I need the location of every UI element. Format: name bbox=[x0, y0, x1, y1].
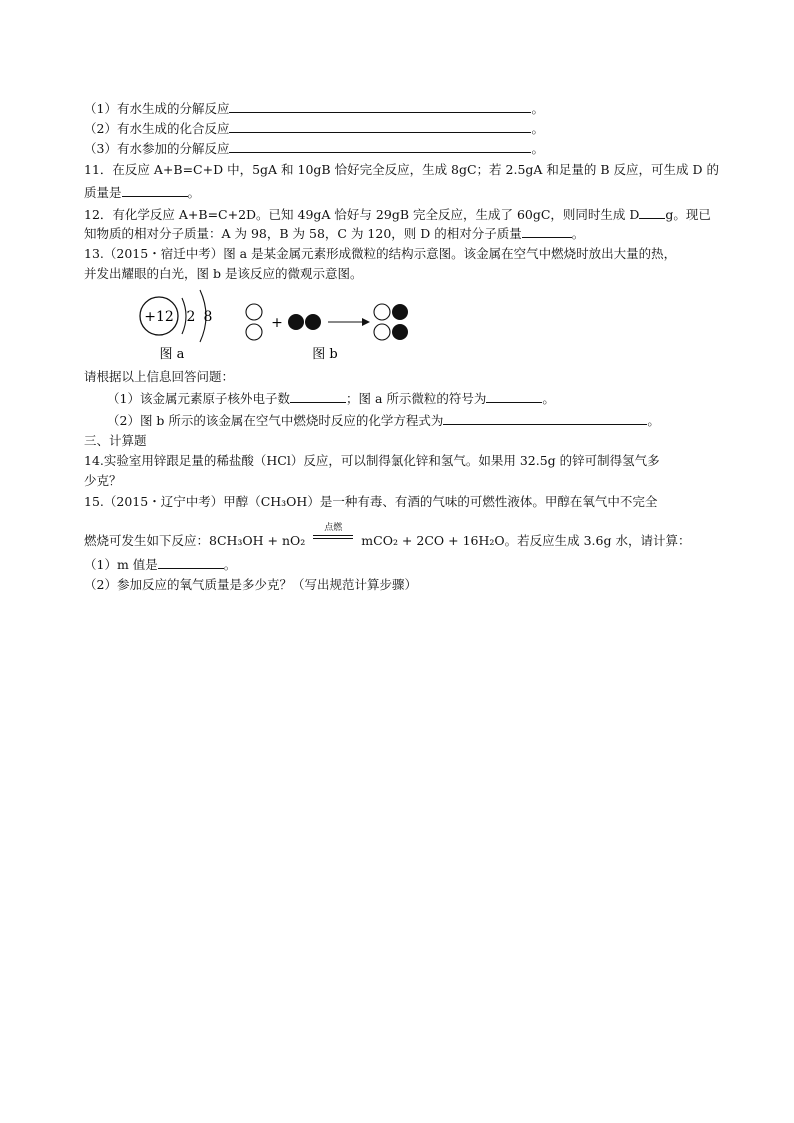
answer-blank[interactable] bbox=[486, 390, 542, 403]
answer-blank[interactable] bbox=[443, 412, 647, 425]
figure-b-caption: 图 b bbox=[312, 347, 338, 362]
question-13-2: （2）图 b 所示的该金属在空气中燃烧时反应的化学方程式为 。 bbox=[107, 413, 660, 428]
metal-atom bbox=[305, 314, 321, 330]
answer-blank[interactable] bbox=[229, 100, 531, 113]
plus-sign: + bbox=[271, 315, 283, 331]
question-11-line1: 11．在反应 A+B=C+D 中，5gA 和 10gB 恰好完全反应，生成 8gC；若 2.5gA 和足量的 B 反应，可生成 D 的 bbox=[84, 162, 720, 177]
question-10-2: （2）有水生成的化合反应 。 bbox=[84, 121, 544, 136]
q10-3-text: （3）有水参加的分解反应 bbox=[84, 141, 230, 156]
electron-shell-arc bbox=[182, 298, 186, 334]
oxygen-atom bbox=[246, 324, 262, 340]
question-12-line2: 知物质的相对分子质量：A 为 98，B 为 58，C 为 120，则 D 的相对分子质量 。 bbox=[84, 226, 585, 241]
question-14-line2: 少克？ bbox=[84, 473, 122, 488]
metal-atom bbox=[288, 314, 304, 330]
answer-blank[interactable] bbox=[639, 206, 665, 219]
question-11-line2: 质量是 。 bbox=[84, 185, 201, 200]
reaction-condition-arrow bbox=[313, 523, 353, 545]
shell-electrons: 8 bbox=[203, 309, 213, 325]
q10-2-text: （2）有水生成的化合反应 bbox=[84, 121, 230, 136]
question-13-prompt: 请根据以上信息回答问题： bbox=[84, 369, 235, 384]
answer-blank[interactable] bbox=[229, 120, 531, 133]
question-10-1: （1）有水生成的分解反应 。 bbox=[84, 101, 544, 116]
question-15-equation: 燃烧可发生如下反应：8CH₃OH + nO₂ 点燃 mCO₂ + 2CO + 16H₂O。若反应生成 3.6g 水，请计算： bbox=[84, 529, 690, 549]
answer-blank[interactable] bbox=[229, 140, 531, 153]
question-13-1: （1）该金属元素原子核外电子数 ；图 a 所示微粒的符号为 。 bbox=[107, 391, 555, 406]
condition-label: 点燃 bbox=[324, 523, 343, 533]
question-15-1: （1）m 值是 。 bbox=[84, 557, 237, 572]
figure-a-atom-diagram bbox=[140, 290, 212, 362]
question-13-line1: 13.（2015・宿迁中考）图 a 是某金属元素形成微粒的结构示意图。该金属在空气中燃烧时放出大量的热， bbox=[84, 246, 677, 261]
oxygen-atom bbox=[246, 304, 262, 320]
answer-blank[interactable] bbox=[158, 556, 224, 569]
section-heading: 三、计算题 bbox=[84, 433, 147, 448]
question-13-line2: 并发出耀眼的白光，图 b 是该反应的微观示意图。 bbox=[84, 266, 363, 281]
figures bbox=[130, 286, 430, 366]
answer-blank[interactable] bbox=[290, 390, 346, 403]
shell-electrons: 2 bbox=[186, 309, 196, 325]
metal-atom bbox=[392, 324, 408, 340]
figure-a-caption: 图 a bbox=[159, 347, 185, 362]
answer-blank[interactable] bbox=[522, 225, 572, 238]
question-10-3: （3）有水参加的分解反应 。 bbox=[84, 141, 544, 156]
question-14-line1: 14.实验室用锌跟足量的稀盐酸（HCl）反应，可以制得氯化锌和氢气。如果用 32.5g 的锌可制得氢气多 bbox=[84, 453, 660, 468]
question-15-2: （2）参加反应的氧气质量是多少克？（写出规范计算步骤） bbox=[84, 577, 417, 592]
answer-blank[interactable] bbox=[122, 184, 188, 197]
q10-1-text: （1）有水生成的分解反应 bbox=[84, 101, 230, 116]
arrow-head bbox=[362, 318, 370, 326]
oxygen-atom bbox=[374, 304, 390, 320]
metal-atom bbox=[392, 304, 408, 320]
question-15-line1: 15.（2015・辽宁中考）甲醇（CH₃OH）是一种有毒、有酒的气味的可燃性液体。甲醇在氧气中不完全 bbox=[84, 494, 658, 509]
nucleus-charge: +12 bbox=[144, 309, 174, 325]
oxygen-atom bbox=[374, 324, 390, 340]
figure-b-reaction-diagram bbox=[246, 304, 408, 362]
question-12-line1: 12．有化学反应 A+B=C+2D。已知 49gA 恰好与 29gB 完全反应，生成了 60gC，则同时生成 D g。现已 bbox=[84, 207, 711, 222]
